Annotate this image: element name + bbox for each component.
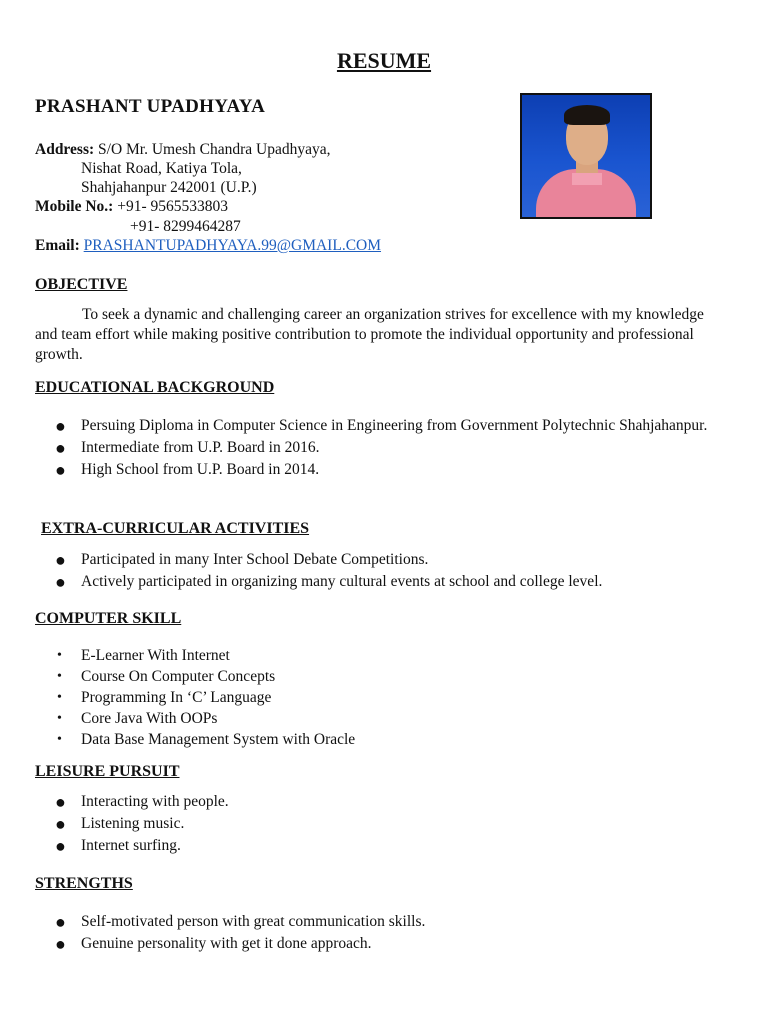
address-line-2: Nishat Road, Katiya Tola, xyxy=(81,160,242,177)
email-link[interactable]: PRASHANTUPADHYAYA.99@GMAIL.COM xyxy=(83,237,382,254)
strengths-heading: STRENGTHS xyxy=(35,875,133,892)
list-item: ● Internet surfing. xyxy=(55,836,181,856)
education-heading: EDUCATIONAL BACKGROUND xyxy=(35,379,275,396)
mobile-number-1: +91- 9565533803 xyxy=(117,198,229,215)
address-line-1 xyxy=(35,141,330,159)
objective-text: To seek a dynamic and challenging career an organization strives for excellence with my knowledge and team effort while making positive contribution to promote the individual opportunity and professional growth. xyxy=(35,306,704,363)
list-item: • Core Java With OOPs xyxy=(57,710,218,727)
list-item: ● Participated in many Inter School Debate Competitions. xyxy=(55,550,429,570)
leisure-list xyxy=(35,791,725,857)
email-label: Email: xyxy=(35,237,80,254)
extra-curricular-list xyxy=(35,549,725,593)
profile-photo xyxy=(520,93,652,219)
leisure-heading: LEISURE PURSUIT xyxy=(35,763,180,780)
extra-curricular-heading: EXTRA-CURRICULAR ACTIVITIES xyxy=(41,520,310,537)
mobile-line-1 xyxy=(35,198,228,216)
list-item: • Course On Computer Concepts xyxy=(57,668,276,685)
list-item: ● Interacting with people. xyxy=(55,792,229,812)
mobile-number-2: +91- 8299464287 xyxy=(130,218,241,235)
computer-skill-list xyxy=(35,645,725,750)
list-item: • E-Learner With Internet xyxy=(57,647,230,664)
resume-title: RESUME xyxy=(336,48,432,73)
address-label: Address: xyxy=(35,141,95,158)
computer-skill-heading: COMPUTER SKILL xyxy=(35,610,182,627)
email-line xyxy=(35,237,381,255)
list-item: • Data Base Management System with Oracle xyxy=(57,731,356,748)
address-line-3: Shahjahanpur 242001 (U.P.) xyxy=(81,179,257,196)
list-item: ● Actively participated in organizing many cultural events at school and college level. xyxy=(55,572,603,592)
strengths-list xyxy=(35,911,725,955)
list-item: ● Genuine personality with get it done approach. xyxy=(55,934,372,954)
list-item: ● Listening music. xyxy=(55,814,185,834)
candidate-name: PRASHANT UPADHYAYA xyxy=(35,96,266,117)
list-item: ● Intermediate from U.P. Board in 2016. xyxy=(55,438,320,458)
list-item: ● Persuing Diploma in Computer Science in Engineering from Government Polytechnic Shahjahanpur. xyxy=(55,416,708,436)
education-list xyxy=(35,415,725,481)
mobile-label: Mobile No.: xyxy=(35,198,114,215)
list-item: ● Self-motivated person with great communication skills. xyxy=(55,912,426,932)
objective-heading: OBJECTIVE xyxy=(35,276,128,293)
list-item: • Programming In ‘C’ Language xyxy=(57,689,272,706)
address-value-1: S/O Mr. Umesh Chandra Upadhyaya, xyxy=(98,141,331,158)
list-item: ● High School from U.P. Board in 2014. xyxy=(55,460,320,480)
